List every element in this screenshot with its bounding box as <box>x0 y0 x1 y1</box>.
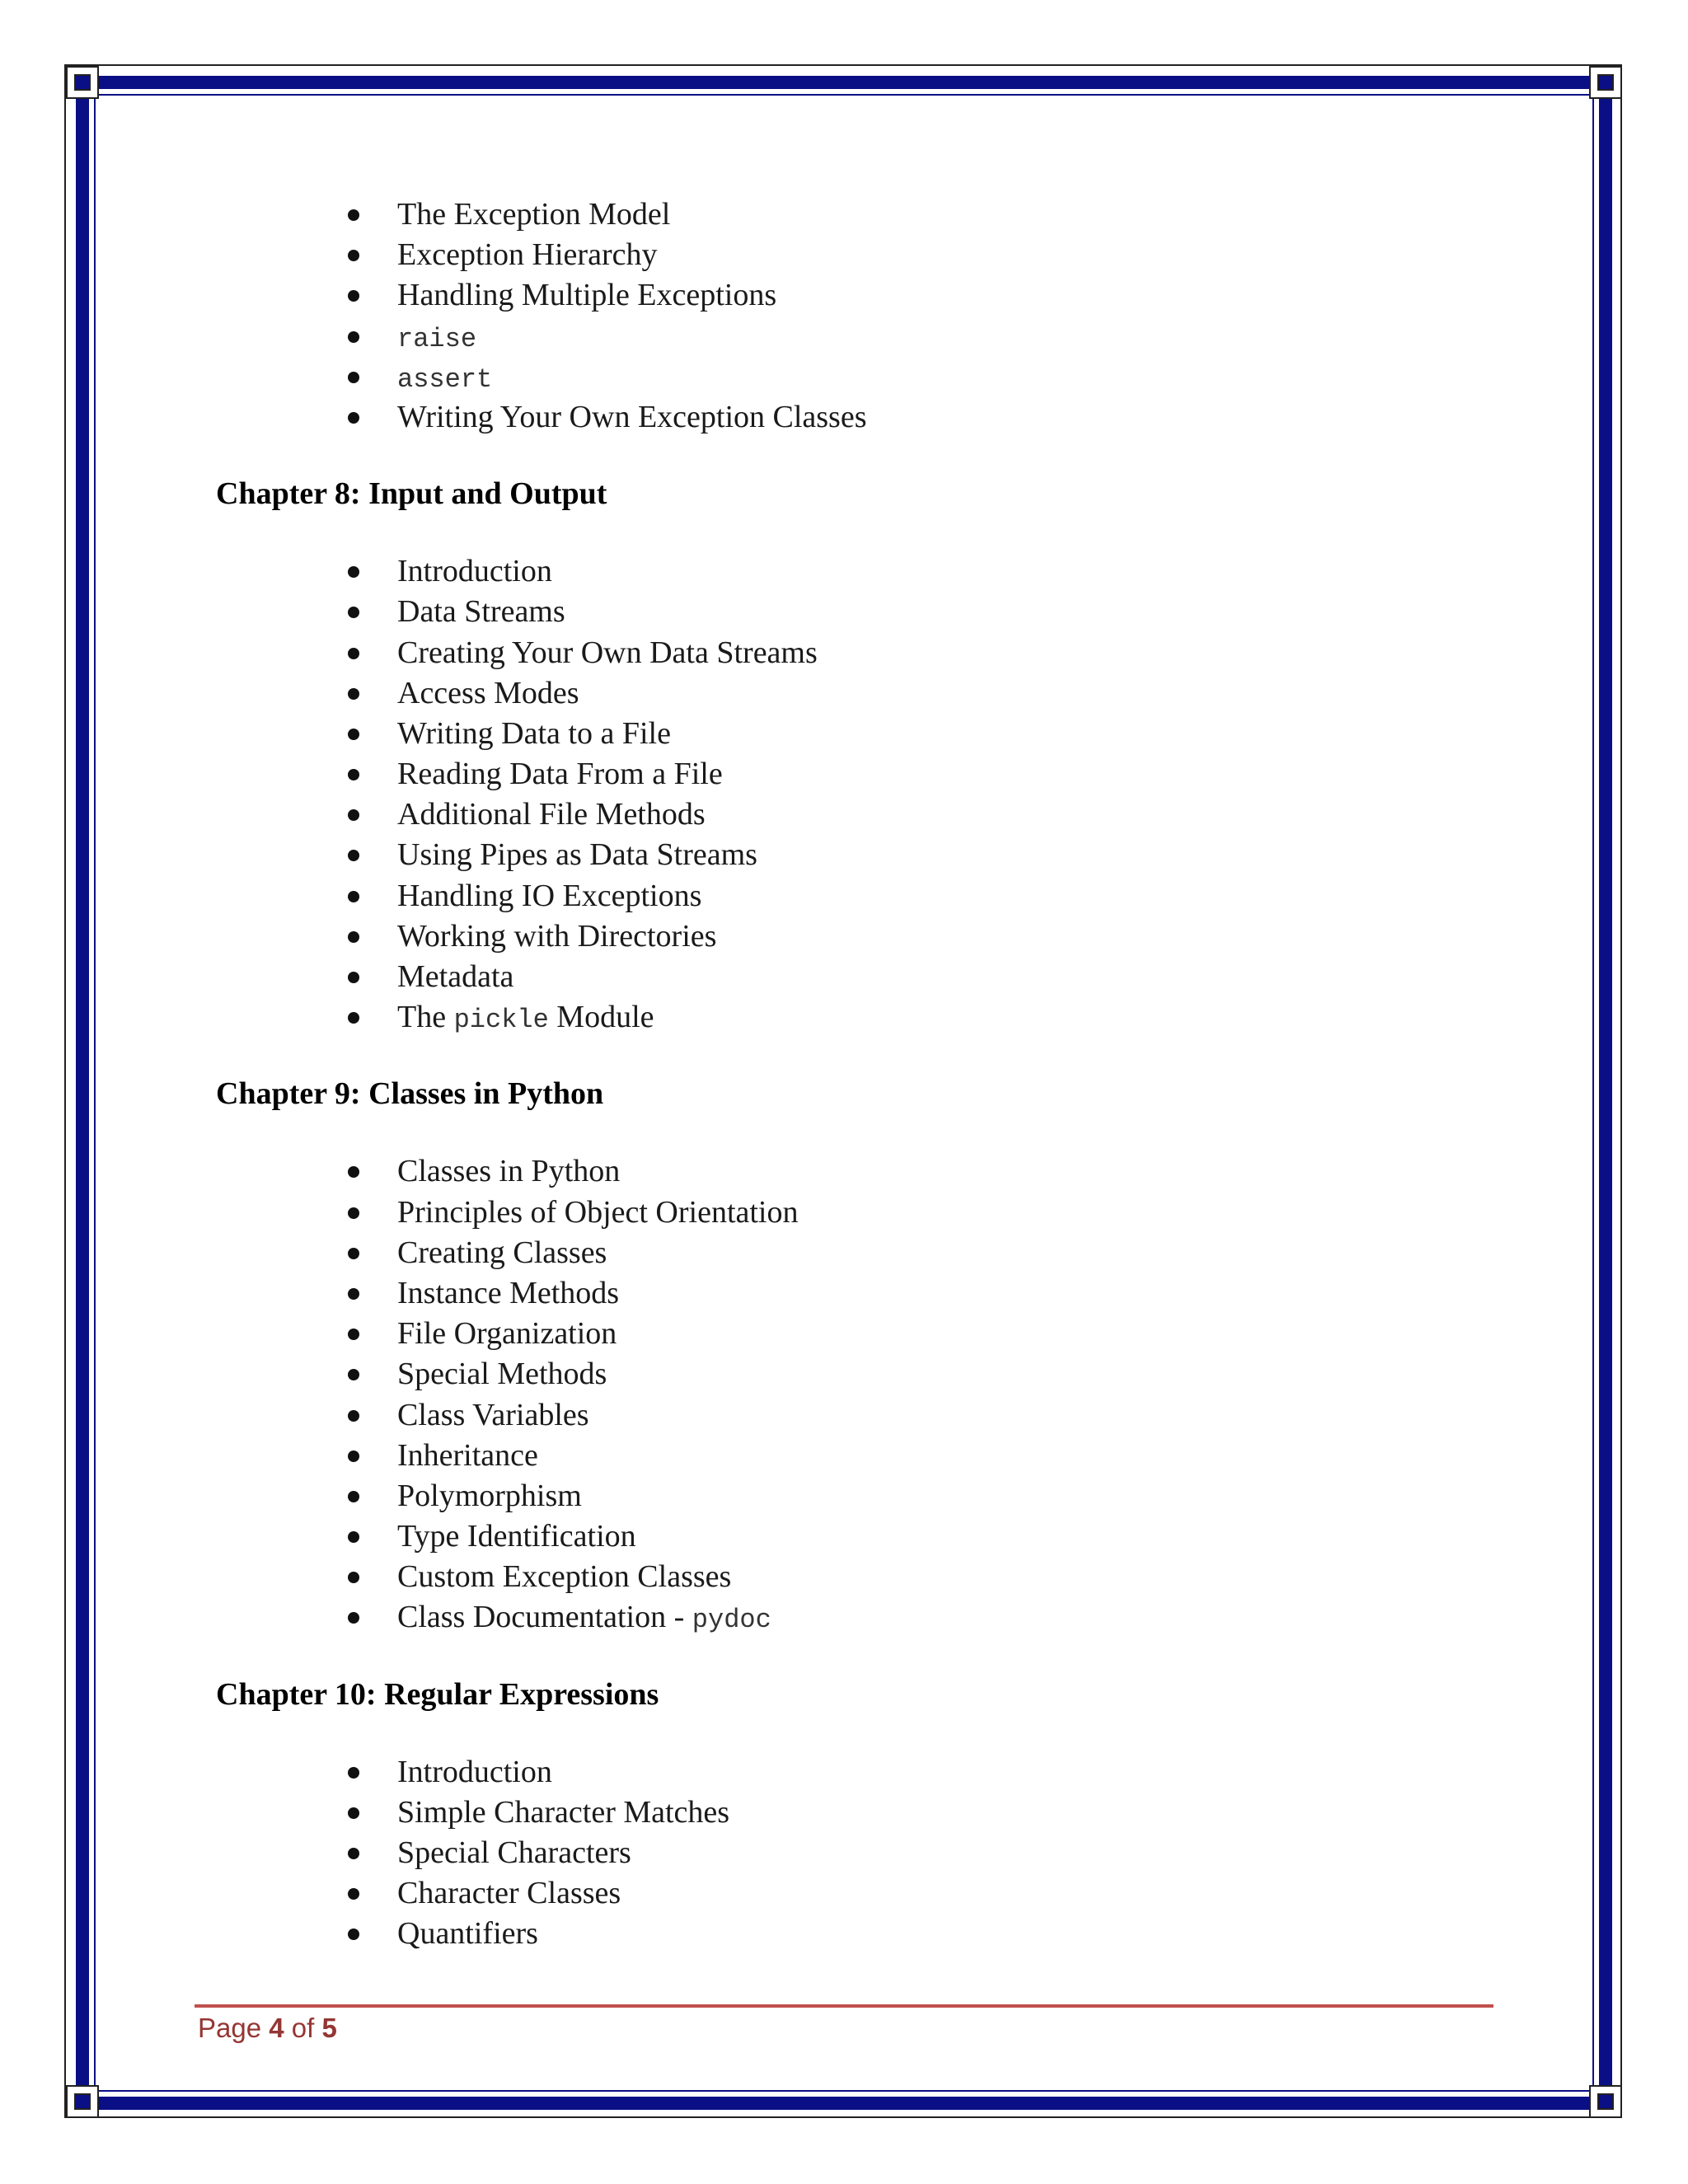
list-item <box>397 1597 1502 1638</box>
list-item <box>397 592 1502 632</box>
list-item <box>397 794 1502 835</box>
item-text: Quantifiers <box>397 1916 538 1952</box>
item-code: raise <box>397 323 477 354</box>
list-item <box>397 275 1502 316</box>
item-text: Writing Your Own Exception Classes <box>397 399 867 434</box>
list-item <box>397 1557 1502 1597</box>
list-item <box>397 714 1502 754</box>
list-item <box>397 316 1502 357</box>
of-label: of <box>284 2013 322 2043</box>
list-item <box>397 754 1502 794</box>
footer-rule <box>195 2004 1493 2008</box>
list-item <box>397 551 1502 592</box>
list-item <box>397 916 1502 957</box>
item-code: assert <box>397 363 493 395</box>
border-corner-ornament <box>66 66 99 99</box>
item-text: Exception Hierarchy <box>397 237 658 273</box>
item-text: Additional File Methods <box>397 797 706 832</box>
topic-list <box>216 1151 1502 1638</box>
list-item <box>397 633 1502 673</box>
list-item <box>397 997 1502 1038</box>
item-text: File Organization <box>397 1316 617 1352</box>
item-text: Introduction <box>397 1754 552 1789</box>
list-item <box>397 1354 1502 1394</box>
item-text: The <box>397 1000 454 1035</box>
item-text: Polymorphism <box>397 1478 582 1513</box>
item-text: Access Modes <box>397 675 579 710</box>
item-text: Inheritance <box>397 1437 538 1473</box>
list-item <box>397 1314 1502 1354</box>
item-text: Creating Classes <box>397 1235 607 1270</box>
item-text: The Exception Model <box>397 197 671 232</box>
item-text: Special Characters <box>397 1835 631 1870</box>
list-item <box>397 1273 1502 1314</box>
list-item <box>397 397 1502 438</box>
border-corner-ornament <box>1589 2085 1622 2118</box>
chapter-heading: Chapter 9: Classes in Python <box>216 1076 604 1112</box>
item-code: pydoc <box>692 1605 771 1636</box>
item-text: Handling Multiple Exceptions <box>397 278 777 313</box>
current-page: 4 <box>269 2013 284 2043</box>
list-item <box>397 1233 1502 1273</box>
item-text: Introduction <box>397 554 552 589</box>
item-text: Metadata <box>397 959 514 994</box>
item-text: Special Methods <box>397 1357 607 1392</box>
list-item <box>397 1395 1502 1436</box>
item-text: Data Streams <box>397 594 565 630</box>
page-label: Page <box>198 2013 270 2043</box>
chapter-heading: Chapter 10: Regular Expressions <box>216 1676 659 1712</box>
list-item <box>397 1151 1502 1192</box>
list-item <box>397 1436 1502 1476</box>
item-text: Type Identification <box>397 1519 636 1554</box>
topic-list <box>216 551 1502 1038</box>
item-text: Classes in Python <box>397 1154 621 1189</box>
item-text: Character Classes <box>397 1876 621 1911</box>
list-item <box>397 1752 1502 1793</box>
item-text: Using Pipes as Data Streams <box>397 837 757 873</box>
list-item <box>397 357 1502 397</box>
item-text: Instance Methods <box>397 1275 620 1310</box>
list-item <box>397 1193 1502 1233</box>
list-item <box>397 1833 1502 1873</box>
item-text: Reading Data From a File <box>397 757 723 792</box>
item-text: Handling IO Exceptions <box>397 878 702 913</box>
chapter-heading: Chapter 8: Input and Output <box>216 476 607 512</box>
item-text-suffix: Module <box>548 1000 654 1035</box>
item-text: Class Variables <box>397 1397 589 1432</box>
item-code: pickle <box>453 1005 549 1036</box>
item-text: Simple Character Matches <box>397 1794 730 1830</box>
list-item <box>397 876 1502 916</box>
document-body <box>216 194 1502 1955</box>
list-item <box>397 1476 1502 1516</box>
list-item <box>397 1793 1502 1833</box>
list-item <box>397 957 1502 997</box>
border-corner-ornament <box>66 2085 99 2118</box>
item-text: Creating Your Own Data Streams <box>397 635 818 670</box>
list-item <box>397 194 1502 235</box>
page-number <box>198 2013 337 2044</box>
item-text: Class Documentation - <box>397 1600 692 1635</box>
item-text: Custom Exception Classes <box>397 1559 732 1595</box>
list-item <box>397 1516 1502 1557</box>
total-pages: 5 <box>321 2013 337 2043</box>
border-corner-ornament <box>1589 66 1622 99</box>
list-item <box>397 1914 1502 1954</box>
topic-list <box>216 194 1502 438</box>
topic-list <box>216 1752 1502 1955</box>
item-text: Working with Directories <box>397 918 717 954</box>
item-text: Principles of Object Orientation <box>397 1194 799 1230</box>
list-item <box>397 235 1502 275</box>
item-text: Writing Data to a File <box>397 715 671 751</box>
list-item <box>397 1873 1502 1914</box>
list-item <box>397 673 1502 714</box>
list-item <box>397 835 1502 875</box>
